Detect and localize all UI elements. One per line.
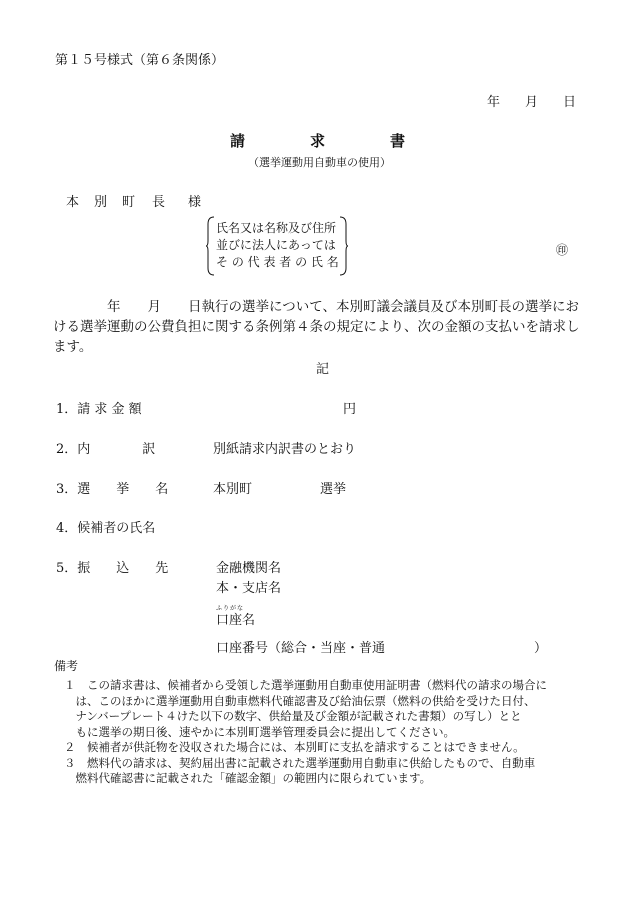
subtitle: （選挙運動用自動車の使用） bbox=[248, 156, 391, 169]
addressee-char: 本 bbox=[66, 195, 82, 210]
election-prefix: 本別町 bbox=[213, 482, 253, 497]
seal-mark: ㊞ bbox=[556, 243, 569, 257]
note-line: １ この請求書は、候補者から受領した選挙運動用自動車使用証明書（燃料代の請求の場合に bbox=[64, 678, 547, 692]
holder-ruby: ふりがな bbox=[216, 605, 245, 612]
claimant-line: 氏名又は名称及び住所 bbox=[216, 221, 337, 235]
breakdown-value: 別紙請求内訳書のとおり bbox=[213, 442, 357, 457]
addressee-char: 長 bbox=[152, 195, 168, 210]
account-number-label: 口座番号（総合・当座・普通 bbox=[216, 641, 386, 656]
note-line: ２ 候補者が供託物を没収された場合には、本別町に支払を請求することはできません。 bbox=[64, 740, 525, 754]
note-line: もに選挙の期日後、速やかに本別町選挙管理委員会に提出してください。 bbox=[64, 724, 455, 739]
item-label: 3．選 挙 名 bbox=[56, 482, 169, 497]
note-line: ３ 燃料代の請求は、契約届出書に記載された選挙運動用自動車に供給したもので、自動車 bbox=[64, 755, 536, 770]
claimant-line: そ の 代 表 者 の 氏 名 bbox=[216, 255, 339, 269]
holder-text: 口座名 bbox=[216, 613, 256, 628]
amount-unit: 円 bbox=[343, 402, 357, 417]
paragraph-line: 年 月 日執行の選挙について、本別町議会議員及び本別町長の選挙にお bbox=[53, 299, 579, 315]
note-line: ナンバープレート４けた以下の数字、供給量及び金額が記載された書類）の写し）とと bbox=[64, 709, 522, 723]
request-paragraph bbox=[53, 297, 583, 357]
account-number-close: ） bbox=[534, 641, 548, 656]
item-label: 5．振 込 先 bbox=[56, 561, 169, 576]
bank-name-label: 金融機関名 bbox=[216, 561, 282, 576]
title-char-1: 請 bbox=[230, 132, 246, 150]
claimant-info-block bbox=[206, 216, 348, 276]
item-label: 4．候補者の氏名 bbox=[56, 521, 156, 536]
election-suffix: 選挙 bbox=[320, 482, 347, 497]
paragraph-line: ます。 bbox=[53, 339, 93, 355]
addressee-char: 町 bbox=[122, 195, 138, 210]
remarks-notes bbox=[64, 678, 584, 787]
claimant-line: 並びに法人にあっては bbox=[216, 238, 336, 252]
item-label: 2．内 訳 bbox=[56, 442, 156, 457]
note-line: は、このほかに選挙運動用自動車燃料代確認書及び給油伝票（燃料の供給を受けた日付、 bbox=[64, 693, 536, 708]
form-number: 第１５号様式（第６条関係） bbox=[55, 53, 225, 68]
addressee-char: 様 bbox=[188, 195, 204, 210]
ki-heading: 記 bbox=[316, 362, 330, 377]
date-year-label: 年 bbox=[487, 95, 501, 110]
branch-name-label: 本・支店名 bbox=[216, 581, 282, 596]
account-holder-label bbox=[216, 605, 256, 628]
title-char-2: 求 bbox=[310, 132, 326, 150]
remarks-heading: 備考 bbox=[54, 659, 79, 673]
note-line: 燃料代確認書に記載された「確認金額」の範囲内に限られています。 bbox=[64, 771, 432, 785]
date-day-label: 日 bbox=[563, 95, 577, 110]
date-month-label: 月 bbox=[525, 95, 539, 110]
paragraph-line: ける選挙運動の公費負担に関する条例第４条の規定により、次の金額の支払いを請求し bbox=[53, 319, 580, 335]
title-char-3: 書 bbox=[390, 132, 406, 150]
addressee-char: 別 bbox=[94, 195, 110, 210]
item-label: 1．請 求 金 額 bbox=[56, 402, 142, 417]
